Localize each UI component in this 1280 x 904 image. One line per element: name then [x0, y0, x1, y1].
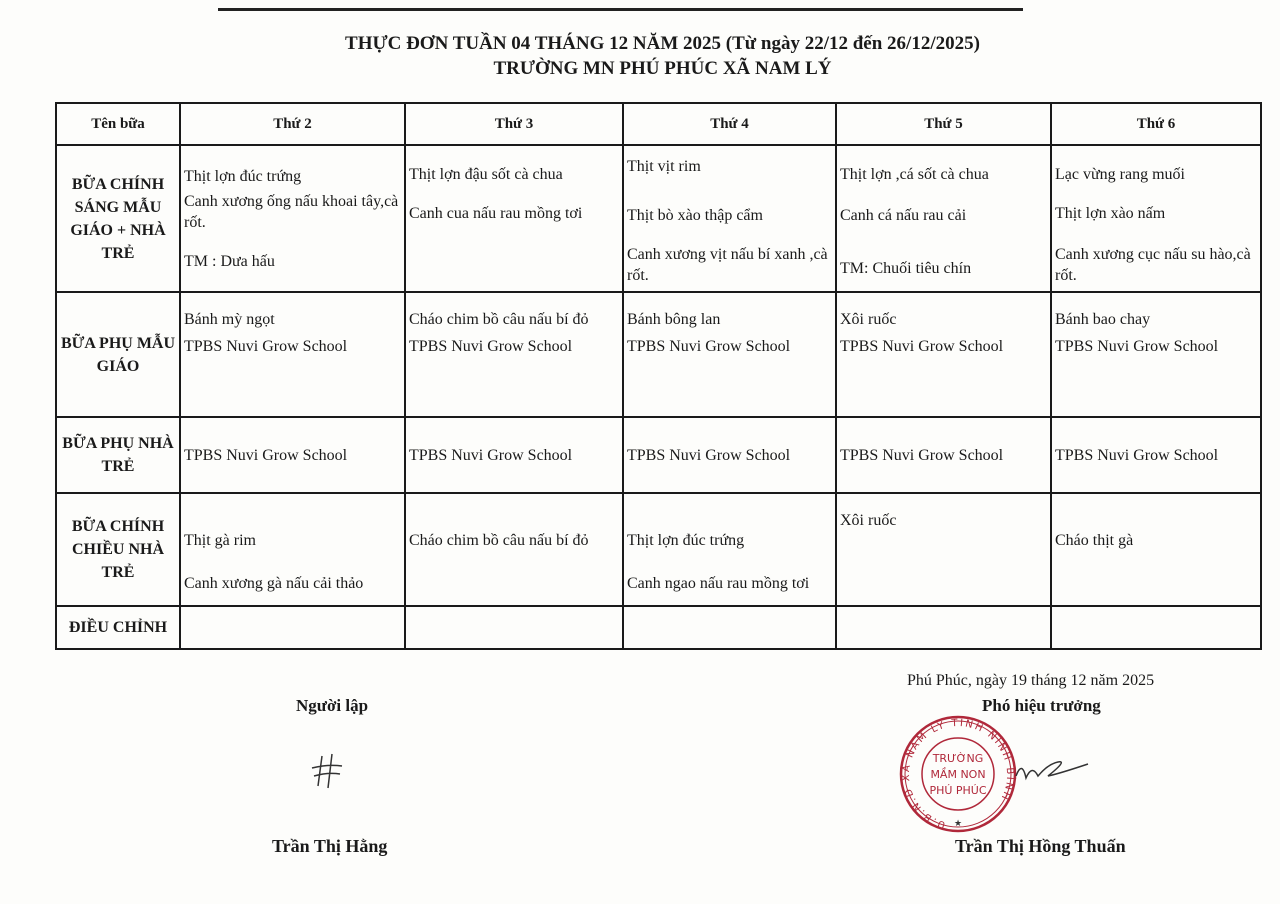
vice-principal-role: Phó hiệu trưởng	[982, 696, 1101, 715]
column-header: Thứ 5	[836, 103, 1051, 145]
menu-cell	[836, 493, 1051, 606]
menu-cell	[623, 417, 836, 493]
column-header: Thứ 3	[405, 103, 623, 145]
table-row	[56, 417, 1261, 493]
column-header: Thứ 6	[1051, 103, 1261, 145]
preparer-name: Trần Thị Hằng	[272, 836, 388, 856]
preparer-signature	[308, 752, 348, 792]
dish-item: TM : Dưa hấu	[184, 253, 275, 270]
menu-cell	[180, 145, 405, 292]
menu-cell	[836, 292, 1051, 417]
meal-name: BỮA PHỤ NHÀ TRẺ	[56, 417, 180, 493]
dish-item: Cháo thịt gà	[1055, 532, 1134, 549]
dish-item: Xôi ruốc	[840, 512, 897, 529]
dish-item: TPBS Nuvi Grow School	[840, 446, 1004, 464]
table-row	[56, 606, 1261, 649]
dish-item: TPBS Nuvi Grow School	[409, 338, 573, 355]
svg-text:U.B.N.D XÃ NAM LÝ TỈNH NINH BÌ: U.B.N.D XÃ NAM LÝ TỈNH NINH BÌNH	[900, 717, 1016, 831]
menu-cell	[1051, 292, 1261, 417]
menu-cell	[405, 292, 623, 417]
dish-item: TPBS Nuvi Grow School	[1055, 446, 1219, 464]
dish-item: Thịt lợn xào nấm	[1055, 205, 1166, 222]
place-date: Phú Phúc, ngày 19 tháng 12 năm 2025	[907, 672, 1155, 689]
menu-cell	[836, 417, 1051, 493]
dish-item: Canh ngao nấu rau mồng tơi	[627, 575, 810, 592]
menu-cell	[180, 292, 405, 417]
column-header: Thứ 2	[180, 103, 405, 145]
dish-item: Cháo chim bồ câu nấu bí đỏ	[409, 311, 589, 328]
dish-item: Canh xương ống nấu khoai tây,cà rốt.	[184, 193, 399, 231]
column-header: Tên bữa	[56, 103, 180, 145]
page-title: THỰC ĐƠN TUẦN 04 THÁNG 12 NĂM 2025 (Từ ngày 22/12 đến 26/12/2025)	[345, 33, 980, 54]
menu-cell	[180, 606, 405, 649]
school-name: TRƯỜNG MN PHÚ PHÚC XÃ NAM LÝ	[493, 58, 832, 79]
dish-item: Thịt lợn đậu sốt cà chua	[409, 166, 563, 183]
svg-text:★: ★	[953, 818, 963, 828]
dish-item: Thịt lợn ,cá sốt cà chua	[840, 166, 989, 183]
dish-item: TM: Chuối tiêu chín	[840, 260, 972, 277]
column-header: Thứ 4	[623, 103, 836, 145]
dish-item: TPBS Nuvi Grow School	[627, 446, 791, 464]
menu-cell	[623, 493, 836, 606]
dish-item: Lạc vừng rang muối	[1055, 166, 1185, 183]
dish-item: Thịt bò xào thập cẩm	[627, 207, 763, 224]
vice-principal-name: Trần Thị Hồng Thuấn	[955, 836, 1126, 856]
dish-item: TPBS Nuvi Grow School	[184, 338, 348, 355]
dish-item: Canh xương gà nấu cải thảo	[184, 575, 364, 592]
dish-item: Thịt gà rim	[184, 532, 256, 549]
menu-cell	[1051, 606, 1261, 649]
dish-item: Canh cua nấu rau mồng tơi	[409, 205, 583, 222]
table-row	[56, 292, 1261, 417]
dish-item: Canh cá nấu rau cải	[840, 207, 967, 224]
menu-cell	[405, 606, 623, 649]
meal-name: ĐIỀU CHỈNH	[56, 606, 180, 649]
menu-cell	[1051, 417, 1261, 493]
dish-item: Thịt vịt rim	[627, 158, 701, 175]
menu-cell	[836, 145, 1051, 292]
meal-name: BỮA CHÍNH SÁNG MẪU GIÁO + NHÀ TRẺ	[56, 145, 180, 292]
dish-item: Cháo chim bồ câu nấu bí đỏ	[409, 532, 589, 549]
meal-name: BỮA CHÍNH CHIỀU NHÀ TRẺ	[56, 493, 180, 606]
dish-item: TPBS Nuvi Grow School	[409, 446, 573, 464]
svg-text:MẦM NON: MẦM NON	[930, 768, 986, 781]
menu-cell	[836, 606, 1051, 649]
menu-cell	[623, 292, 836, 417]
dish-item: TPBS Nuvi Grow School	[627, 338, 791, 355]
table-row	[56, 493, 1261, 606]
preparer-role: Người lập	[296, 696, 369, 715]
menu-cell	[405, 145, 623, 292]
menu-cell	[180, 493, 405, 606]
school-stamp	[898, 704, 1118, 844]
menu-cell	[1051, 145, 1261, 292]
table-header-row	[56, 103, 1261, 145]
dish-item: Bánh bông lan	[627, 311, 721, 328]
svg-text:PHÚ PHÚC: PHÚ PHÚC	[929, 784, 987, 797]
menu-cell	[405, 417, 623, 493]
dish-item: Canh xương vịt nấu bí xanh ,cà rốt.	[627, 246, 828, 284]
menu-cell	[623, 606, 836, 649]
dish-item: TPBS Nuvi Grow School	[184, 446, 348, 464]
menu-cell	[405, 493, 623, 606]
svg-text:TRƯỜNG: TRƯỜNG	[932, 752, 984, 765]
dish-item: Canh xương cục nấu su hào,cà rốt.	[1055, 246, 1251, 284]
table-row	[56, 145, 1261, 292]
menu-cell	[1051, 493, 1261, 606]
menu-cell	[623, 145, 836, 292]
meal-name: BỮA PHỤ MẪU GIÁO	[56, 292, 180, 417]
dish-item: Thịt lợn đúc trứng	[627, 532, 745, 549]
dish-item: Thịt lợn đúc trứng	[184, 168, 302, 185]
top-rule	[218, 8, 1023, 11]
dish-item: Bánh bao chay	[1055, 311, 1151, 328]
dish-item: TPBS Nuvi Grow School	[840, 338, 1004, 355]
dish-item: TPBS Nuvi Grow School	[1055, 338, 1219, 355]
dish-item: Xôi ruốc	[840, 311, 897, 328]
menu-table	[55, 102, 1262, 650]
menu-cell	[180, 417, 405, 493]
dish-item: Bánh mỳ ngọt	[184, 311, 275, 328]
